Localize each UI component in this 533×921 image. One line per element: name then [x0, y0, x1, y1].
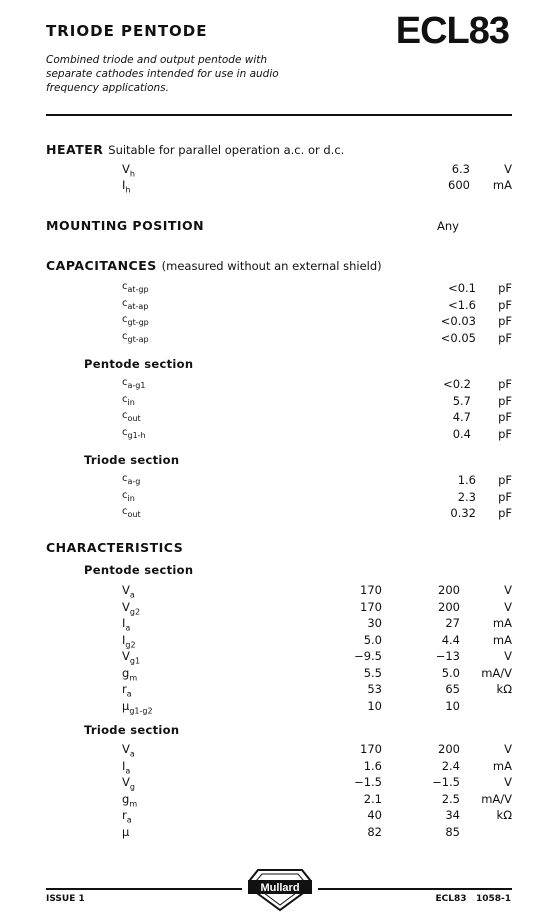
- symbol: $\mu_{g1-g2}$: [122, 698, 153, 715]
- cap-pentode-unit: pF: [498, 377, 512, 391]
- char-pentode-value-1: 53: [367, 682, 382, 696]
- char-triode-value-1: 40: [367, 808, 382, 822]
- symbol: $V_g$: [122, 775, 135, 792]
- char-pentode-unit: kΩ: [496, 682, 512, 696]
- char-pentode-value-2: 200: [438, 583, 460, 597]
- symbol: $I_{g2}$: [122, 632, 136, 649]
- issue-label: ISSUE 1: [46, 894, 85, 904]
- cap-pentode-symbol: [122, 427, 146, 440]
- symbol: $c_{in}$: [122, 489, 135, 503]
- symbol: $V_a$: [122, 583, 135, 600]
- capacitance-symbol: [122, 281, 149, 294]
- char-pentode-value-2: 5.0: [441, 665, 460, 680]
- symbol: $r_a$: [122, 682, 132, 699]
- cap-pentode-heading: Pentode section: [84, 357, 194, 371]
- document-code: ECL83 1058-1: [435, 894, 511, 904]
- mounting-value: Any: [437, 219, 459, 233]
- cap-triode-symbol: [122, 473, 140, 486]
- char-pentode-value-1: −9.5: [354, 649, 382, 663]
- cap-triode-value: 2.3: [457, 489, 476, 504]
- char-pentode-value-2: 27: [445, 616, 460, 630]
- char-pentode-value-2: 65: [445, 682, 460, 696]
- heater-title: HEATER: [46, 142, 104, 157]
- cap-pentode-value: 5.7: [452, 393, 471, 408]
- char-pentode-value-2: 10: [445, 698, 460, 713]
- cap-pentode-symbol: [122, 377, 145, 390]
- char-pentode-symbol: [122, 699, 153, 715]
- char-pentode-value-2: 200: [438, 599, 460, 614]
- char-pentode-value-1: 170: [360, 583, 382, 597]
- symbol: $V_a$: [122, 742, 135, 759]
- cap-pentode-unit: pF: [498, 393, 512, 408]
- logo-text: Mullard: [260, 882, 300, 894]
- char-pentode-symbol: [122, 633, 136, 649]
- capacitance-unit: pF: [498, 330, 512, 345]
- capacitances-title: CAPACITANCES: [46, 258, 157, 273]
- char-triode-unit: V: [504, 742, 512, 756]
- capacitance-symbol: [122, 331, 149, 344]
- char-triode-unit: mA: [492, 758, 512, 773]
- char-triode-symbol: [122, 808, 132, 824]
- char-pentode-unit: mA/V: [481, 665, 512, 680]
- cap-pentode-symbol: [122, 394, 135, 407]
- cap-pentode-value: <0.2: [443, 377, 471, 391]
- header-rule: [46, 114, 512, 116]
- cap-triode-symbol: [122, 506, 141, 519]
- char-triode-value-2: 200: [438, 742, 460, 756]
- capacitance-symbol: [122, 298, 148, 311]
- char-pentode-value-1: 5.5: [363, 665, 382, 680]
- symbol: $c_{at-gp}$: [122, 281, 149, 294]
- mullard-logo: [244, 866, 316, 916]
- capacitance-value: <0.05: [440, 330, 476, 345]
- char-triode-value-2: 2.4: [441, 758, 460, 773]
- symbol: $I_a$: [122, 758, 131, 775]
- mounting-heading: MOUNTING POSITION: [46, 218, 205, 233]
- page-title: TRIODE PENTODE: [46, 22, 208, 40]
- char-pentode-unit: mA: [492, 632, 512, 647]
- char-pentode-value-2: 4.4: [441, 632, 460, 647]
- heater-heading: [46, 142, 344, 157]
- capacitance-value: <1.6: [448, 297, 476, 312]
- symbol: $I_a$: [122, 616, 131, 633]
- char-triode-value-1: −1.5: [354, 775, 382, 789]
- char-pentode-unit: V: [504, 649, 512, 663]
- char-triode-symbol: [122, 742, 135, 758]
- char-triode-unit: mA/V: [481, 791, 512, 806]
- cap-triode-value: 1.6: [457, 473, 476, 487]
- symbol: $c_{a-g}$: [122, 473, 141, 486]
- symbol: $c_{gt-gp}$: [122, 314, 149, 327]
- heater-note: Suitable for parallel operation a.c. or d.c.: [108, 143, 345, 157]
- char-triode-heading: Triode section: [84, 723, 180, 737]
- char-pentode-unit: V: [504, 599, 512, 614]
- cap-triode-symbol: [122, 490, 135, 503]
- symbol: $c_{at-ap}$: [122, 297, 149, 311]
- char-triode-value-2: 2.5: [441, 791, 460, 806]
- characteristics-heading: CHARACTERISTICS: [46, 540, 184, 555]
- heater-unit: mA: [492, 178, 512, 192]
- capacitances-heading: [46, 258, 382, 273]
- char-pentode-heading: Pentode section: [84, 563, 194, 577]
- char-triode-value-1: 2.1: [363, 791, 382, 806]
- cap-triode-unit: pF: [498, 489, 512, 504]
- cap-triode-value: 0.32: [450, 506, 476, 520]
- char-triode-value-1: 1.6: [363, 758, 382, 773]
- heater-value: 600: [448, 178, 470, 192]
- char-triode-unit: kΩ: [496, 808, 512, 822]
- char-triode-value-1: 170: [360, 742, 382, 756]
- heater-unit: V: [504, 162, 512, 176]
- char-pentode-symbol: [122, 600, 140, 616]
- cap-triode-unit: pF: [498, 473, 512, 487]
- char-triode-symbol: [122, 775, 135, 791]
- char-pentode-symbol: [122, 649, 140, 665]
- cap-pentode-value: 0.4: [452, 426, 471, 441]
- heater-symbol: [122, 162, 135, 178]
- char-pentode-value-1: 10: [367, 698, 382, 713]
- capacitance-unit: pF: [498, 314, 512, 328]
- char-pentode-value-1: 5.0: [363, 632, 382, 647]
- char-pentode-symbol: [122, 666, 137, 682]
- char-triode-unit: V: [504, 775, 512, 789]
- heater-value: 6.3: [451, 162, 470, 176]
- cap-triode-heading: Triode section: [84, 453, 180, 467]
- capacitance-unit: pF: [498, 281, 512, 295]
- footer-rule-left: [46, 888, 242, 890]
- capacitance-symbol: [122, 314, 149, 327]
- char-pentode-unit: mA: [492, 616, 512, 630]
- char-pentode-unit: V: [504, 583, 512, 597]
- char-triode-symbol: [122, 825, 129, 839]
- symbol: $c_{a-g1}$: [122, 377, 146, 390]
- symbol: $c_{gt-ap}$: [122, 330, 149, 344]
- symbol: $c_{in}$: [122, 393, 135, 407]
- symbol: $V_h$: [122, 162, 135, 179]
- symbol: $V_{g2}$: [122, 599, 141, 616]
- symbol: $g_m$: [122, 791, 138, 808]
- char-pentode-symbol: [122, 682, 132, 698]
- char-triode-value-2: −1.5: [432, 775, 460, 789]
- symbol: $c_{out}$: [122, 410, 141, 423]
- symbol: $V_{g1}$: [122, 649, 141, 666]
- char-triode-value-1: 82: [367, 824, 382, 839]
- symbol: $r_a$: [122, 808, 132, 825]
- char-pentode-value-1: 170: [360, 599, 382, 614]
- cap-pentode-unit: pF: [498, 426, 512, 441]
- char-pentode-value-2: −13: [435, 649, 460, 663]
- footer-rule-right: [318, 888, 512, 890]
- char-triode-symbol: [122, 792, 137, 808]
- char-triode-value-2: 34: [445, 808, 460, 822]
- cap-pentode-symbol: [122, 410, 141, 423]
- capacitance-unit: pF: [498, 297, 512, 312]
- char-triode-symbol: [122, 759, 130, 775]
- symbol: $c_{out}$: [122, 506, 141, 519]
- symbol: $I_h$: [122, 178, 131, 195]
- cap-pentode-unit: pF: [498, 410, 512, 424]
- capacitance-value: <0.1: [448, 281, 476, 295]
- symbol: μ: [122, 824, 130, 839]
- cap-pentode-value: 4.7: [452, 410, 471, 424]
- description: Combined triode and output pentode with separate cathodes intended for use in audio frequency applications.: [46, 54, 279, 94]
- capacitances-note: (measured without an external shield): [161, 259, 382, 273]
- cap-triode-unit: pF: [498, 506, 512, 520]
- valve-code: ECL83: [395, 10, 509, 52]
- symbol: $c_{g1-h}$: [122, 426, 146, 440]
- char-pentode-symbol: [122, 616, 130, 632]
- symbol: $g_m$: [122, 665, 138, 682]
- char-triode-value-2: 85: [445, 824, 460, 839]
- heater-symbol: [122, 178, 130, 194]
- char-pentode-value-1: 30: [367, 616, 382, 630]
- capacitance-value: <0.03: [440, 314, 476, 328]
- char-pentode-symbol: [122, 583, 135, 599]
